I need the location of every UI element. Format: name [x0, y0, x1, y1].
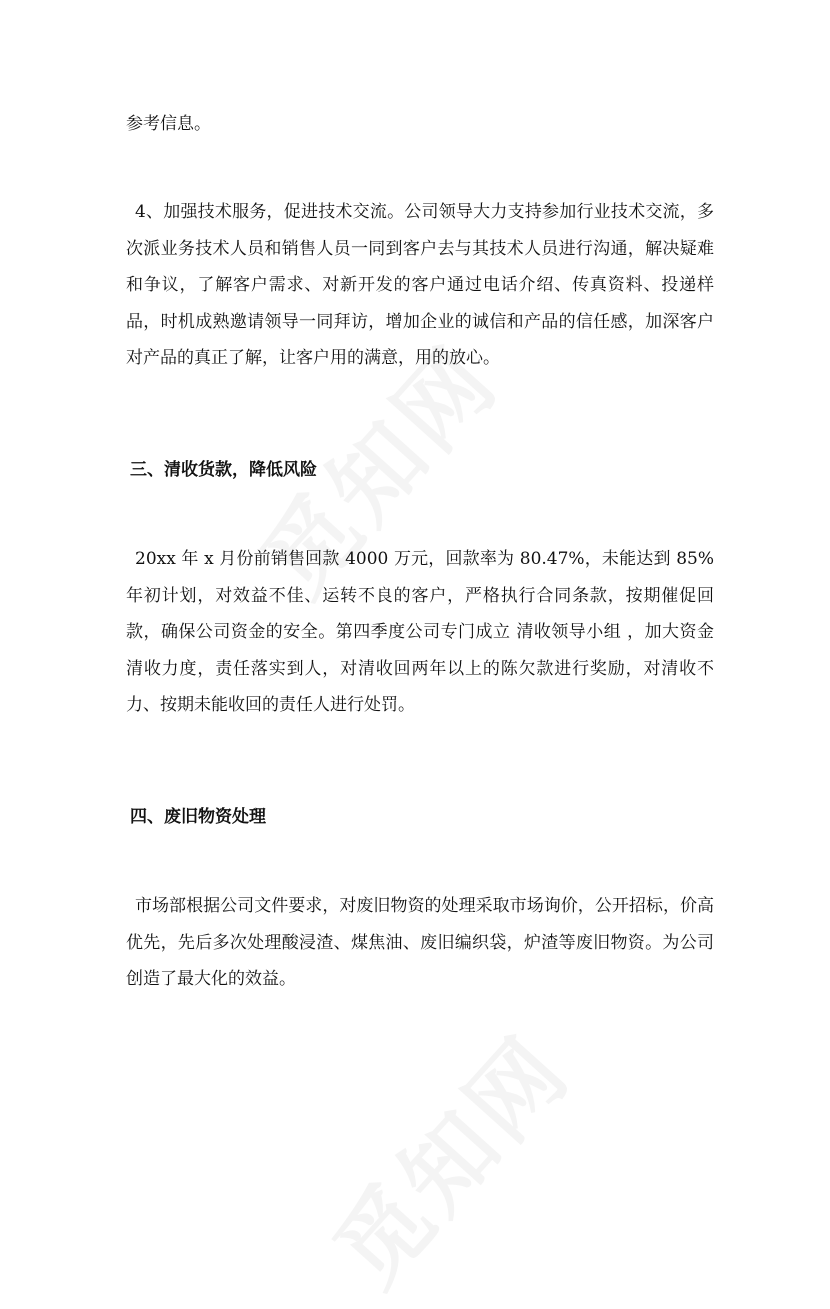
paragraph-waste: 市场部根据公司文件要求，对废旧物资的处理采取市场询价，公开招标，价高优先，先后多次处理酸浸渣、煤焦油、废旧编织袋，炉渣等废旧物资。为公司创造了最大化的效益。	[126, 896, 714, 989]
section-heading-waste: 四、废旧物资处理	[130, 807, 266, 827]
paragraph-collection: 20xx 年 x 月份前销售回款 4000 万元，回款率为 80.47%，未能达到 85%年初计划，对效益不佳、运转不良的客户，严格执行合同条款，按期催促回款，确保公司资金的安全。第四季度公司专门成立 清收领导小组 ，加大资金清收力度，责任落实到人，对清收回两年以上的陈欠款进行奖励，对清收不力、按期未能收回的责任人进行处罚。	[126, 549, 714, 715]
paragraph-tech-service: 4、加强技术服务，促进技术交流。公司领导大力支持参加行业技术交流，多次派业务技术人员和销售人员一同到客户去与其技术人员进行沟通，解决疑难和争议，了解客户需求、对新开发的客户通过电话介绍、传真资料、投递样品，时机成熟邀请领导一同拜访，增加企业的诚信和产品的信任感，加深客户对产品的真正了解，让客户用的满意，用的放心。	[126, 202, 714, 368]
watermark-lower	[300, 1003, 595, 1309]
section-heading-collection: 三、清收货款，降低风险	[130, 460, 317, 480]
paragraph-intro-tail: 参考信息。	[126, 114, 211, 134]
